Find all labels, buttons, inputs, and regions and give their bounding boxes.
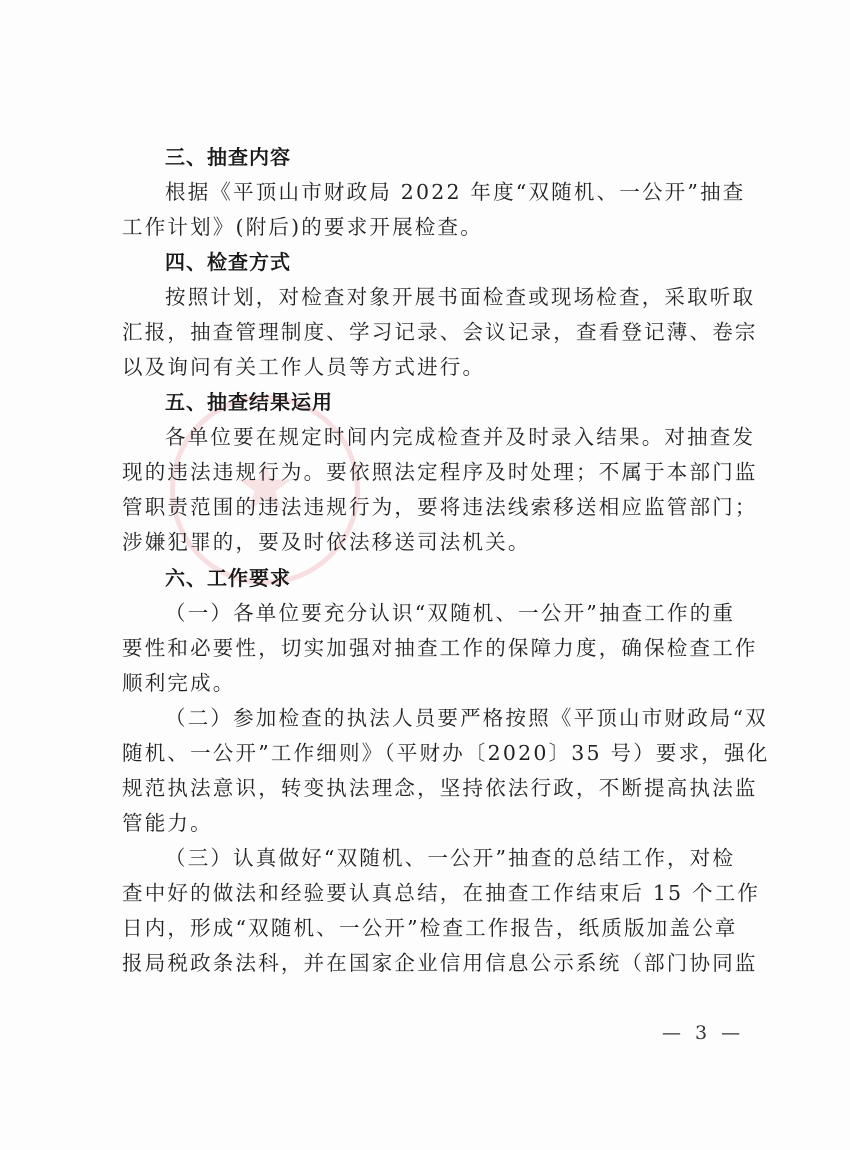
paragraph-line: 管能力。 — [122, 811, 213, 835]
paragraph-line: 按照计划，对检查对象开展书面检查或现场检查，采取听取 — [165, 285, 756, 309]
section-heading-4: 四、检查方式 — [165, 250, 291, 274]
paragraph-line: （一）各单位要充分认识“双随机、一公开”抽查工作的重 — [165, 601, 736, 625]
paragraph-line: 查中好的做法和经验要认真总结，在抽查工作结束后 15 个工作 — [122, 881, 761, 905]
paragraph-line: 规范执法意识，转变执法理念，坚持依法行政，不断提高执法监 — [122, 776, 758, 800]
paragraph-line: 涉嫌犯罪的，要及时依法移送司法机关。 — [122, 530, 531, 554]
section-heading-3: 三、抽查内容 — [165, 145, 291, 169]
paragraph-line: 汇报，抽查管理制度、学习记录、会议记录，查看登记薄、卷宗 — [122, 320, 758, 344]
paragraph-line: （三）认真做好“双随机、一公开”抽查的总结工作，对检 — [165, 846, 736, 870]
paragraph-line: 各单位要在规定时间内完成检查并及时录入结果。对抽查发 — [165, 425, 756, 449]
paragraph-line: 报局税政条法科，并在国家企业信用信息公示系统（部门协同监 — [122, 951, 758, 975]
paragraph-line: 工作计划》(附后)的要求开展检查。 — [122, 215, 483, 239]
paragraph-line: 以及询问有关工作人员等方式进行。 — [122, 355, 486, 379]
page-number: — 3 — — [662, 1022, 745, 1044]
paragraph-line: 日内，形成“双随机、一公开”检查工作报告，纸质版加盖公章 — [122, 916, 738, 940]
paragraph-line: （二）参加检查的执法人员要严格按照《平顶山市财政局“双 — [165, 706, 768, 730]
paragraph-line: 根据《平顶山市财政局 2022 年度“双随机、一公开”抽查 — [165, 180, 746, 204]
section-heading-5: 五、抽查结果运用 — [165, 390, 333, 414]
star-icon: ★ — [233, 445, 297, 528]
paragraph-line: 随机、一公开”工作细则》（平财办〔2020〕35 号）要求，强化 — [122, 741, 770, 765]
section-heading-6: 六、工作要求 — [165, 566, 291, 590]
paragraph-line: 管职责范围的违法违规行为，要将违法线索移送相应监管部门； — [122, 495, 758, 519]
paragraph-line: 要性和必要性，切实加强对抽查工作的保障力度，确保检查工作 — [122, 636, 758, 660]
paragraph-line: 顺利完成。 — [122, 671, 236, 695]
paragraph-line: 现的违法违规行为。要依照法定程序及时处理；不属于本部门监 — [122, 460, 758, 484]
